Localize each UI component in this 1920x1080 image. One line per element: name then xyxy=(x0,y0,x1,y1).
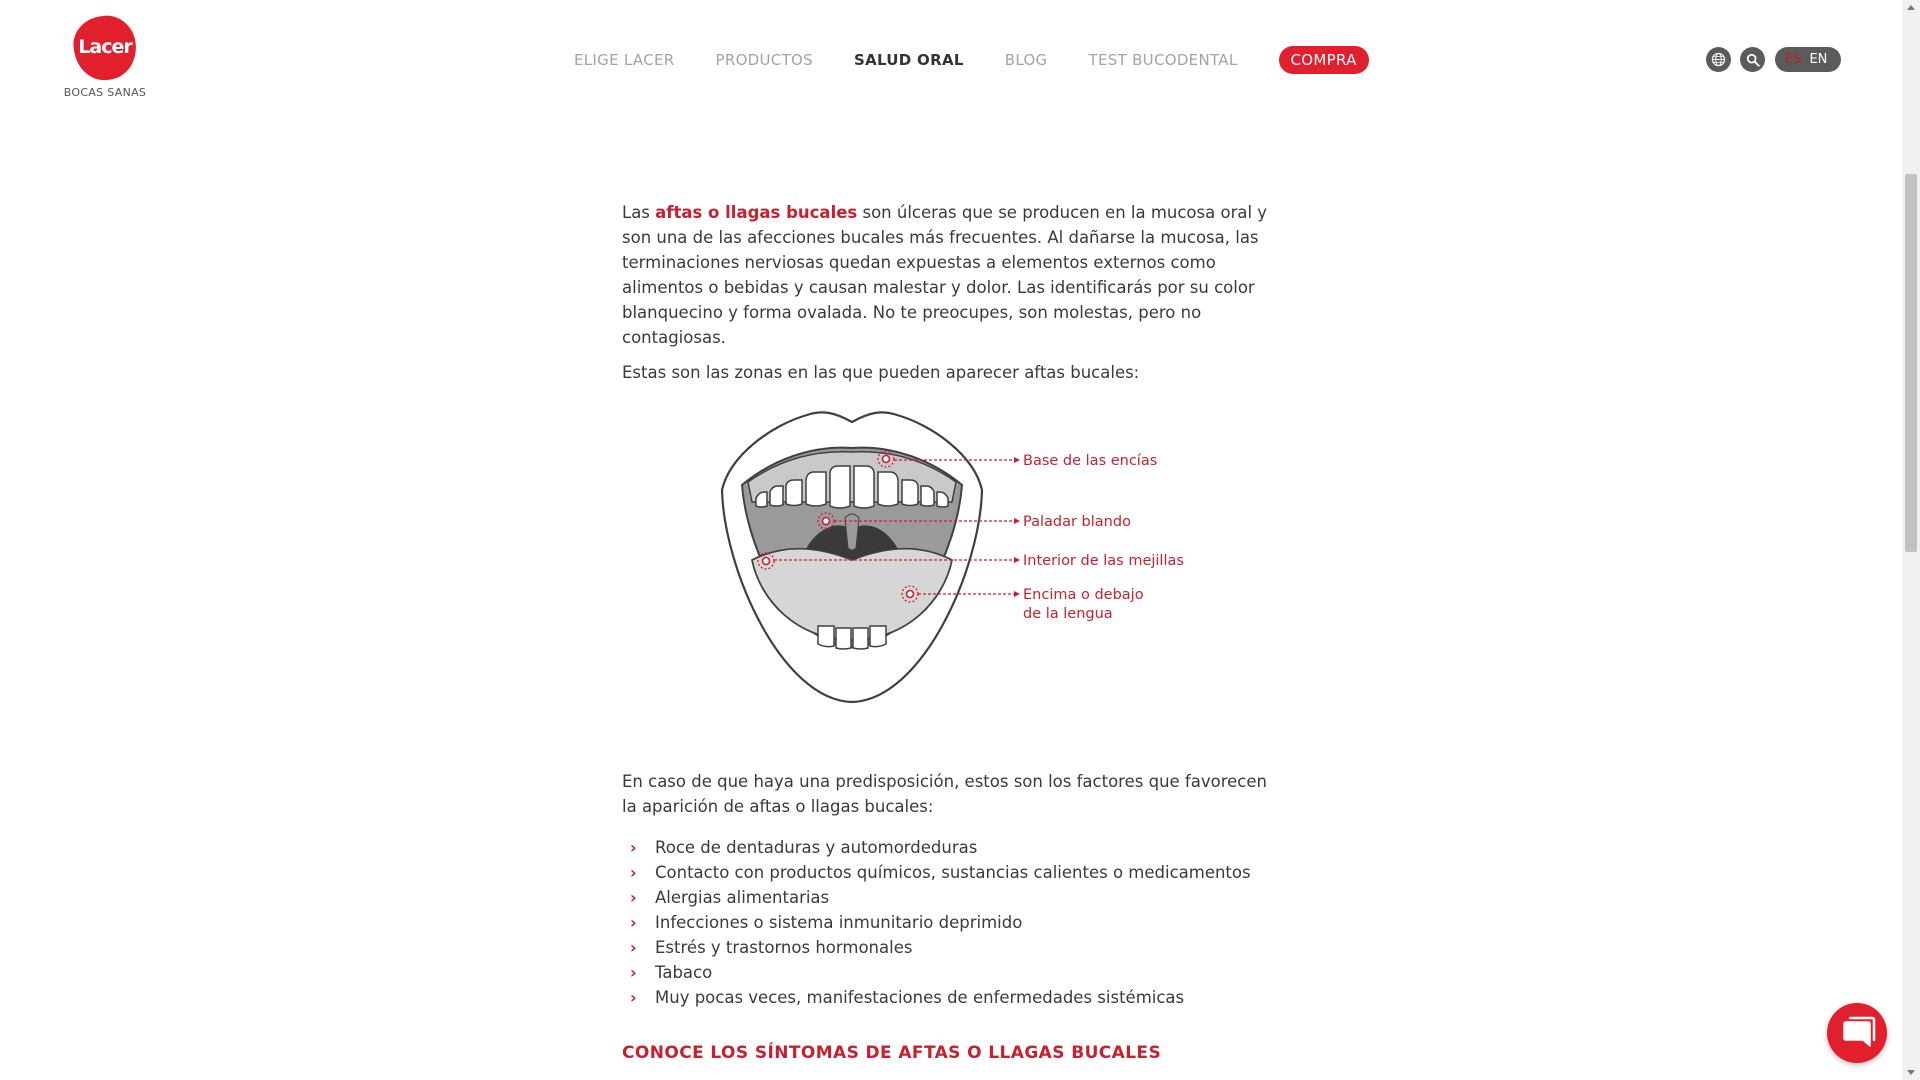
list-item xyxy=(622,985,1282,1010)
search-icon xyxy=(1746,53,1760,67)
list-item xyxy=(622,860,1282,885)
scroll-down-arrow-icon[interactable] xyxy=(1907,1070,1915,1075)
symptoms-heading: CONOCE LOS SÍNTOMAS DE AFTAS O LLAGAS BUCALES xyxy=(622,1043,1162,1063)
factor-text: Alergias alimentarias xyxy=(655,888,830,907)
factor-text: Estrés y trastornos hormonales xyxy=(655,938,913,957)
mouth-diagram xyxy=(712,400,1192,710)
language-switch[interactable] xyxy=(1775,47,1841,72)
zones-intro: Estas son las zonas en las que pueden aparecer aftas bucales: xyxy=(622,363,1140,382)
chevron-right-icon: › xyxy=(630,863,637,882)
chevron-right-icon: › xyxy=(630,888,637,907)
scroll-thumb[interactable] xyxy=(1905,174,1917,552)
factor-text: Muy pocas veces, manifestaciones de enfermedades sistémicas xyxy=(655,988,1185,1007)
buy-button[interactable]: COMPRA xyxy=(1279,46,1369,74)
chat-button[interactable] xyxy=(1827,1003,1887,1063)
chevron-right-icon: › xyxy=(630,938,637,957)
list-item xyxy=(622,960,1282,985)
label-gums: Base de las encías xyxy=(1023,453,1158,469)
chevron-right-icon: › xyxy=(630,988,637,1007)
lacer-logo[interactable] xyxy=(62,16,148,100)
search-button[interactable] xyxy=(1740,47,1765,72)
globe-icon xyxy=(1711,52,1726,67)
list-item xyxy=(622,910,1282,935)
lang-en[interactable]: EN xyxy=(1809,52,1828,67)
factor-text: Contacto con productos químicos, sustancias calientes o medicamentos xyxy=(655,863,1251,882)
intro-paragraph xyxy=(622,200,1282,350)
page-scrollbar[interactable] xyxy=(1902,0,1920,1080)
factors-section xyxy=(622,752,1282,1010)
site-header xyxy=(0,0,1902,120)
logo-tagline: BOCAS SANAS xyxy=(63,86,147,99)
factor-text: Infecciones o sistema inmunitario deprimido xyxy=(655,913,1023,932)
nav-elige-lacer[interactable]: ELIGE LACER xyxy=(574,51,675,69)
nav-test-bucodental[interactable]: TEST BUCODENTAL xyxy=(1088,51,1238,69)
factor-text: Tabaco xyxy=(655,963,713,982)
nav-productos[interactable]: PRODUCTOS xyxy=(715,51,813,69)
factor-text: Roce de dentaduras y automordeduras xyxy=(655,838,978,857)
intro-highlight: aftas o llagas bucales xyxy=(655,203,858,222)
intro-rest: son úlceras que se producen en la mucosa oral y son una de las afecciones bucales más frecuentes. Al dañarse la mucosa, las terminaciones nerviosas quedan expuestas a elementos externos como alimentos o bebidas y causan malestar y dolor. Las identificarás por su color blanquecino y forma ovalada. No te preocupes, son molestas, pero no contagiosas. xyxy=(622,203,1268,347)
factors-intro: En caso de que haya una predisposición, estos son los factores que favorecen la aparición de aftas o llagas bucales: xyxy=(622,771,1267,816)
nav-salud-oral[interactable]: SALUD ORAL xyxy=(853,51,964,69)
globe-button[interactable] xyxy=(1706,47,1731,72)
logo-word: Lacer xyxy=(78,36,132,58)
chat-icon xyxy=(1827,1003,1887,1063)
label-tongue-line2: de la lengua xyxy=(1023,606,1113,622)
main-nav xyxy=(574,46,1369,74)
intro-prefix: Las xyxy=(622,203,656,222)
chevron-right-icon: › xyxy=(630,913,637,932)
label-soft-palate: Paladar blando xyxy=(1023,514,1131,530)
list-item xyxy=(622,885,1282,910)
list-item xyxy=(622,835,1282,860)
lang-es[interactable]: ES xyxy=(1785,52,1802,67)
list-item xyxy=(622,935,1282,960)
label-tongue-line1: Encima o debajo xyxy=(1023,587,1144,603)
scroll-up-arrow-icon[interactable] xyxy=(1907,5,1915,10)
nav-blog[interactable]: BLOG xyxy=(1004,51,1048,69)
factors-list xyxy=(622,835,1282,1010)
mouth-illustration xyxy=(712,400,1192,710)
chevron-right-icon: › xyxy=(630,963,637,982)
article-body xyxy=(622,200,1282,385)
chevron-right-icon: › xyxy=(630,838,637,857)
label-cheeks: Interior de las mejillas xyxy=(1023,553,1184,569)
